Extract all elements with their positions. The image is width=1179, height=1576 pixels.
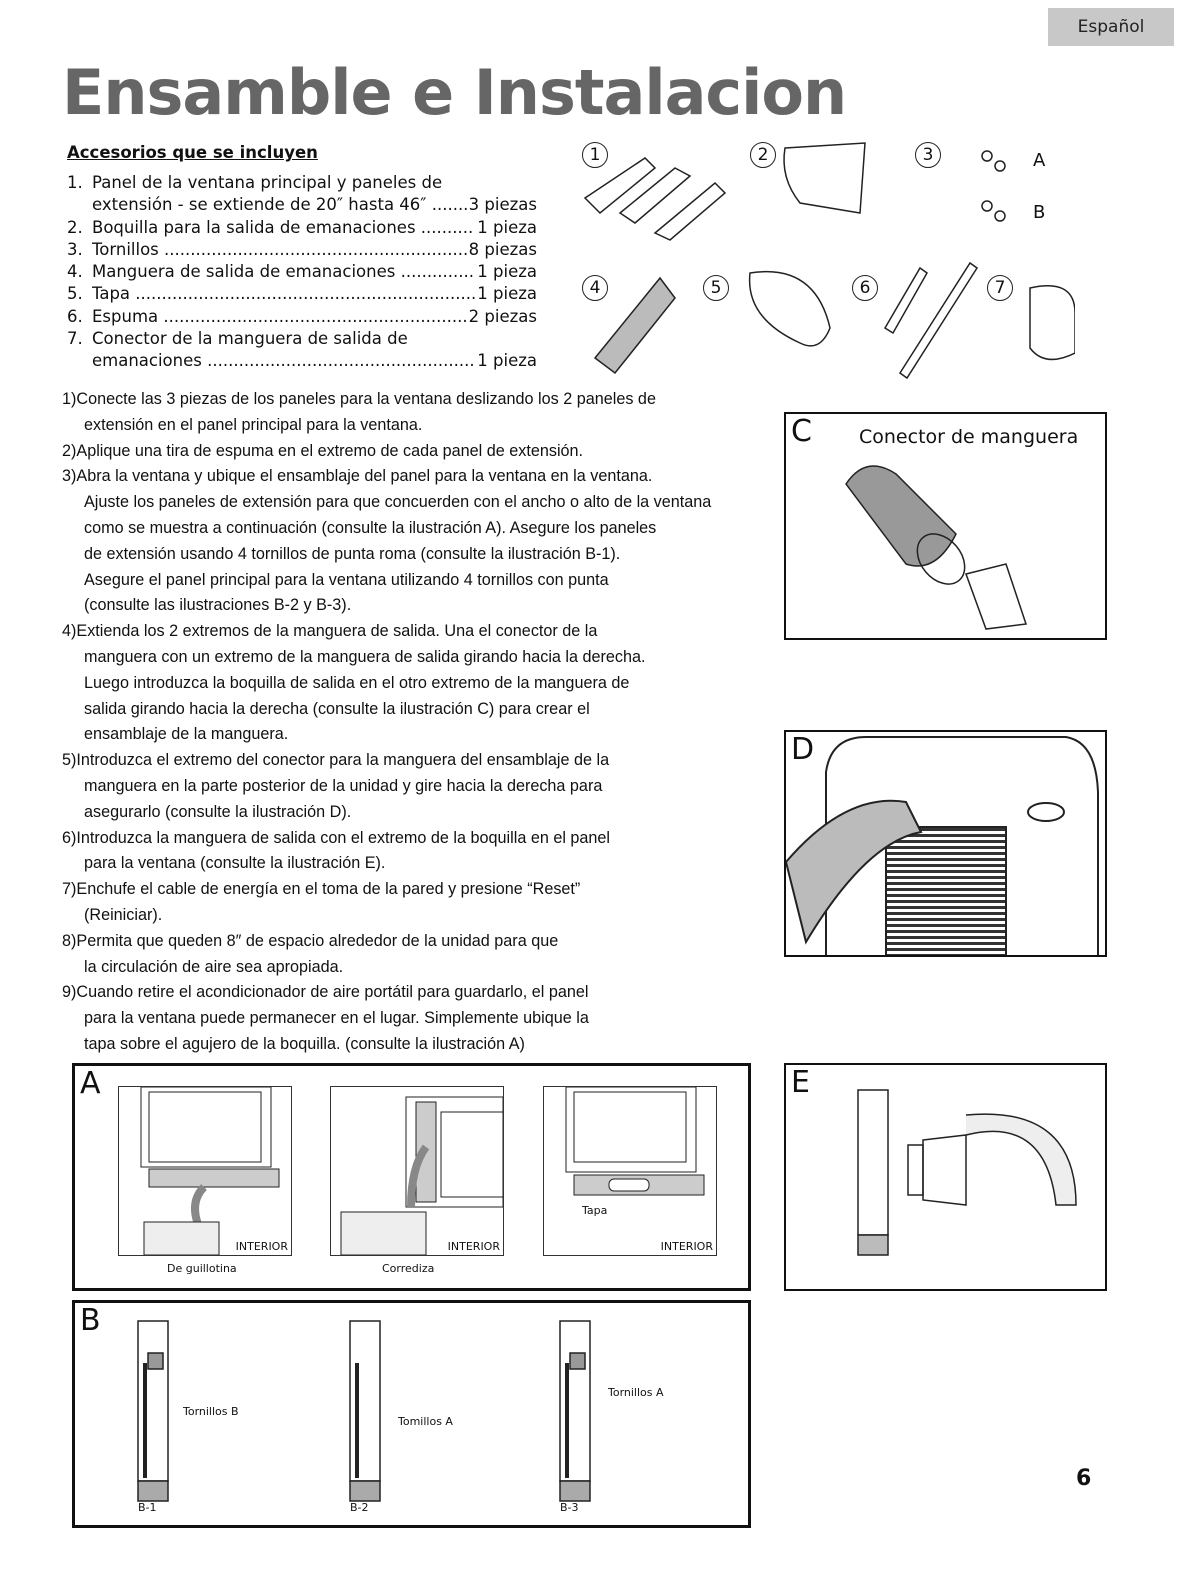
instruction-step bbox=[62, 439, 777, 465]
item-number: 4. bbox=[67, 262, 83, 282]
step-line: Ajuste los paneles de extensión para que concuerden con el ancho o alto de la ventana bbox=[84, 493, 712, 512]
step-line: tapa sobre el agujero de la boquilla. (consulte la ilustración A) bbox=[84, 1034, 525, 1053]
step-line: (Reiniciar). bbox=[84, 905, 163, 924]
accessory-item bbox=[67, 261, 537, 283]
figure-letter: A bbox=[80, 1066, 101, 1101]
part-number: 1 bbox=[582, 142, 608, 168]
unit-rear-drawing bbox=[786, 732, 1107, 957]
caption-b3: B-3 bbox=[560, 1501, 579, 1514]
item-quantity: 2 piezas bbox=[468, 306, 537, 326]
screw-label-a: A bbox=[1033, 150, 1046, 171]
step-line: manguera en la parte posterior de la unidad y gire hacia la derecha para bbox=[84, 776, 603, 795]
step-line: 2)Aplique una tira de espuma en el extremo de cada panel de extensión. bbox=[62, 441, 584, 460]
figure-letter: E bbox=[791, 1065, 810, 1100]
item-quantity: 1 pieza bbox=[477, 284, 537, 304]
item-label: Tapa ..... bbox=[92, 283, 475, 305]
item-quantity: 1 pieza bbox=[477, 351, 537, 371]
figure-letter: B bbox=[80, 1303, 101, 1338]
figure-a bbox=[72, 1063, 751, 1291]
step-line: para la ventana (consulte la ilustración E). bbox=[84, 854, 386, 873]
figure-e bbox=[784, 1063, 1107, 1291]
cap-window-drawing bbox=[543, 1086, 717, 1256]
figure-b bbox=[72, 1300, 751, 1528]
item-quantity: 1 pieza bbox=[477, 262, 537, 282]
instruction-step bbox=[62, 464, 777, 619]
instruction-step bbox=[62, 748, 777, 825]
accessories-heading: Accesorios que se incluyen bbox=[67, 143, 318, 162]
item-number: 5. bbox=[67, 284, 83, 304]
step-line: 6)Introduzca la manguera de salida con el extremo de la boquilla en el panel bbox=[62, 828, 611, 847]
hose-connector-drawing bbox=[826, 454, 1086, 634]
page-number: 6 bbox=[1076, 1466, 1092, 1491]
figure-letter: C bbox=[791, 414, 812, 449]
accessory-item bbox=[67, 328, 537, 350]
tapa-label: Tapa bbox=[582, 1204, 608, 1217]
interior-label: INTERIOR bbox=[660, 1240, 713, 1253]
step-line: manguera con un extremo de la manguera de salida girando hacia la derecha. bbox=[84, 647, 646, 666]
sliding-window-drawing bbox=[330, 1086, 504, 1256]
language-tab: Español bbox=[1048, 8, 1174, 46]
item-label: Tornillos ..... bbox=[92, 239, 467, 261]
item-quantity: 8 piezas bbox=[468, 239, 537, 259]
interior-label: INTERIOR bbox=[447, 1240, 500, 1253]
page-title: Ensamble e Instalacion bbox=[62, 56, 847, 129]
step-line: ensamblaje de la manguera. bbox=[84, 725, 289, 744]
step-line: como se muestra a continuación (consulte la ilustración A). Asegure los paneles bbox=[84, 518, 657, 537]
instruction-step bbox=[62, 980, 777, 1057]
step-line: 1)Conecte las 3 piezas de los paneles para la ventana deslizando los 2 paneles de bbox=[62, 390, 656, 408]
part-number: 6 bbox=[852, 275, 878, 301]
instruction-step bbox=[62, 387, 777, 439]
caption-sliding: Corrediza bbox=[382, 1262, 435, 1275]
screw-label-b: B bbox=[1033, 202, 1046, 223]
step-line: 7)Enchufe el cable de energía en el toma de la pared y presione “Reset” bbox=[62, 880, 581, 899]
accessory-item bbox=[67, 217, 537, 239]
parts-drawing bbox=[575, 138, 1075, 383]
item-number: 2. bbox=[67, 217, 83, 237]
item-quantity: 1 pieza bbox=[477, 217, 537, 237]
step-line: Luego introduzca la boquilla de salida en el otro extremo de la manguera de bbox=[84, 673, 630, 692]
step-line: 9)Cuando retire el acondicionador de aire portátil para guardarlo, el panel bbox=[62, 983, 589, 1002]
caption-b1: B-1 bbox=[138, 1501, 157, 1514]
screws-a-label: Tornillos A bbox=[608, 1386, 664, 1399]
step-line: 3)Abra la ventana y ubique el ensamblaje del panel para la ventana en la ventana. bbox=[62, 467, 653, 486]
item-number: 3. bbox=[67, 239, 83, 259]
step-line: 4)Extienda los 2 extremos de la manguera de salida. Una el conector de la bbox=[62, 622, 598, 641]
interior-label: INTERIOR bbox=[235, 1240, 288, 1253]
step-line: 5)Introduzca el extremo del conector para la manguera del ensamblaje de la bbox=[62, 751, 610, 770]
item-number: 1. bbox=[67, 173, 83, 192]
part-number: 5 bbox=[703, 275, 729, 301]
screws-b-label: Tornillos B bbox=[183, 1405, 239, 1418]
step-line: asegurarlo (consulte la ilustración D). bbox=[84, 802, 352, 821]
instruction-steps bbox=[62, 387, 777, 1058]
part-number: 2 bbox=[750, 142, 776, 168]
item-label: extensión - se extiende de 20″ hasta 46″ ..... bbox=[92, 194, 467, 216]
step-line: 8)Permita que queden 8″ de espacio alrededor de la unidad para que bbox=[62, 931, 559, 950]
instruction-step bbox=[62, 826, 777, 878]
item-label-line: Panel de la ventana principal y paneles de bbox=[92, 173, 443, 192]
part-number: 4 bbox=[582, 275, 608, 301]
instruction-step bbox=[62, 619, 777, 748]
figure-letter: D bbox=[791, 732, 815, 767]
parts-illustration bbox=[575, 138, 1075, 383]
step-line: la circulación de aire sea apropiada. bbox=[84, 957, 344, 976]
item-number: 6. bbox=[67, 306, 83, 326]
item-label: emanaciones ..... bbox=[92, 350, 475, 372]
step-line: (consulte las ilustraciones B-2 y B-3). bbox=[84, 596, 352, 615]
accessory-item bbox=[67, 194, 537, 216]
item-number: 7. bbox=[67, 329, 83, 349]
item-label: Manguera de salida de emanaciones ..... bbox=[92, 261, 475, 283]
figure-d bbox=[784, 730, 1107, 957]
hose-window-drawing bbox=[846, 1085, 1096, 1285]
item-label: Boquilla para la salida de emanaciones ..... bbox=[92, 217, 475, 239]
item-label-line: Conector de la manguera de salida de bbox=[92, 329, 408, 349]
item-label: Espuma ..... bbox=[92, 306, 467, 328]
accessory-item bbox=[67, 283, 537, 305]
screws-a-label: Tomillos A bbox=[398, 1415, 453, 1428]
part-number: 7 bbox=[987, 275, 1013, 301]
step-line: salida girando hacia la derecha (consulte la ilustración C) para crear el bbox=[84, 699, 590, 718]
instruction-step bbox=[62, 929, 777, 981]
instruction-step bbox=[62, 877, 777, 929]
figure-c-title: Conector de manguera bbox=[859, 426, 1079, 448]
screw-mount-drawing bbox=[75, 1303, 748, 1525]
accessory-item bbox=[67, 172, 537, 194]
accessories-list bbox=[67, 172, 537, 373]
step-line: para la ventana puede permanecer en el lugar. Simplemente ubique la bbox=[84, 1009, 589, 1028]
step-line: extensión en el panel principal para la ventana. bbox=[84, 415, 423, 434]
item-quantity: 3 piezas bbox=[468, 195, 537, 215]
accessory-item bbox=[67, 239, 537, 261]
part-number: 3 bbox=[915, 142, 941, 168]
figure-c bbox=[784, 412, 1107, 640]
accessory-item bbox=[67, 306, 537, 328]
caption-sash: De guillotina bbox=[167, 1262, 237, 1275]
sash-window-drawing bbox=[118, 1086, 292, 1256]
caption-b2: B-2 bbox=[350, 1501, 369, 1514]
step-line: Asegure el panel principal para la ventana utilizando 4 tornillos con punta bbox=[84, 570, 609, 589]
accessory-item bbox=[67, 350, 537, 372]
step-line: de extensión usando 4 tornillos de punta roma (consulte la ilustración B-1). bbox=[84, 544, 621, 563]
